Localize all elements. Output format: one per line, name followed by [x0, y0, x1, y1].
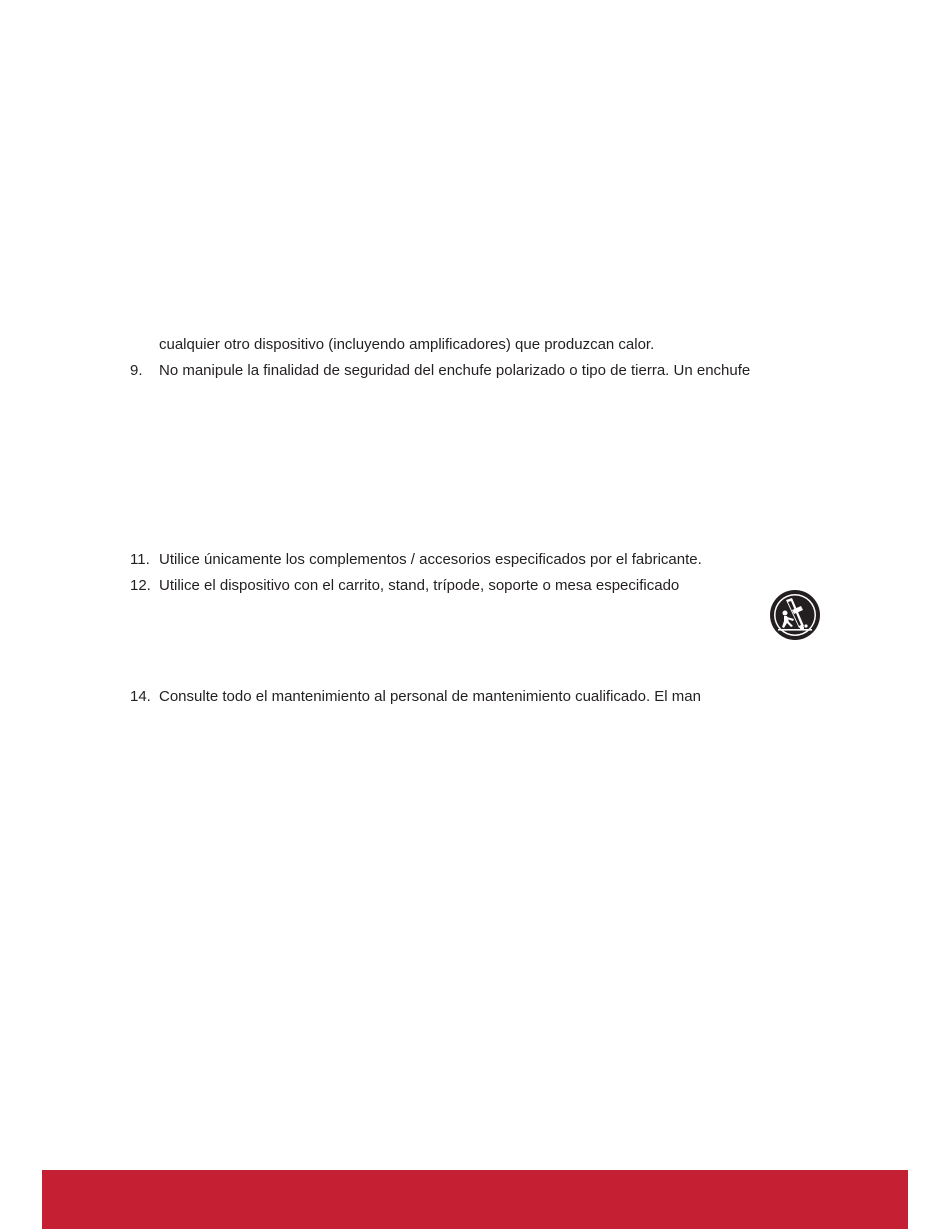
item-text-9: No manipule la finalidad de seguridad del enchufe polarizado o tipo de tierra. Un enchufe [159, 362, 751, 379]
continuation-text: cualquier otro dispositivo (incluyendo amplificadores) que produzcan calor. [159, 336, 655, 353]
item-number-12: 12. [130, 577, 151, 594]
item-number-11: 11. [130, 551, 150, 568]
item-number-14: 14. [130, 688, 151, 705]
item-text-14: Consulte todo el mantenimiento al personal de mantenimiento cualificado. El man [159, 688, 701, 705]
item-text-11: Utilice únicamente los complementos / accesorios especificados por el fabricante. [159, 551, 702, 568]
item-number-9: 9. [130, 362, 143, 379]
cart-tip-over-warning-icon [768, 588, 822, 642]
footer-bar [42, 1170, 908, 1229]
item-text-12: Utilice el dispositivo con el carrito, stand, trípode, soporte o mesa especificado [159, 577, 680, 594]
